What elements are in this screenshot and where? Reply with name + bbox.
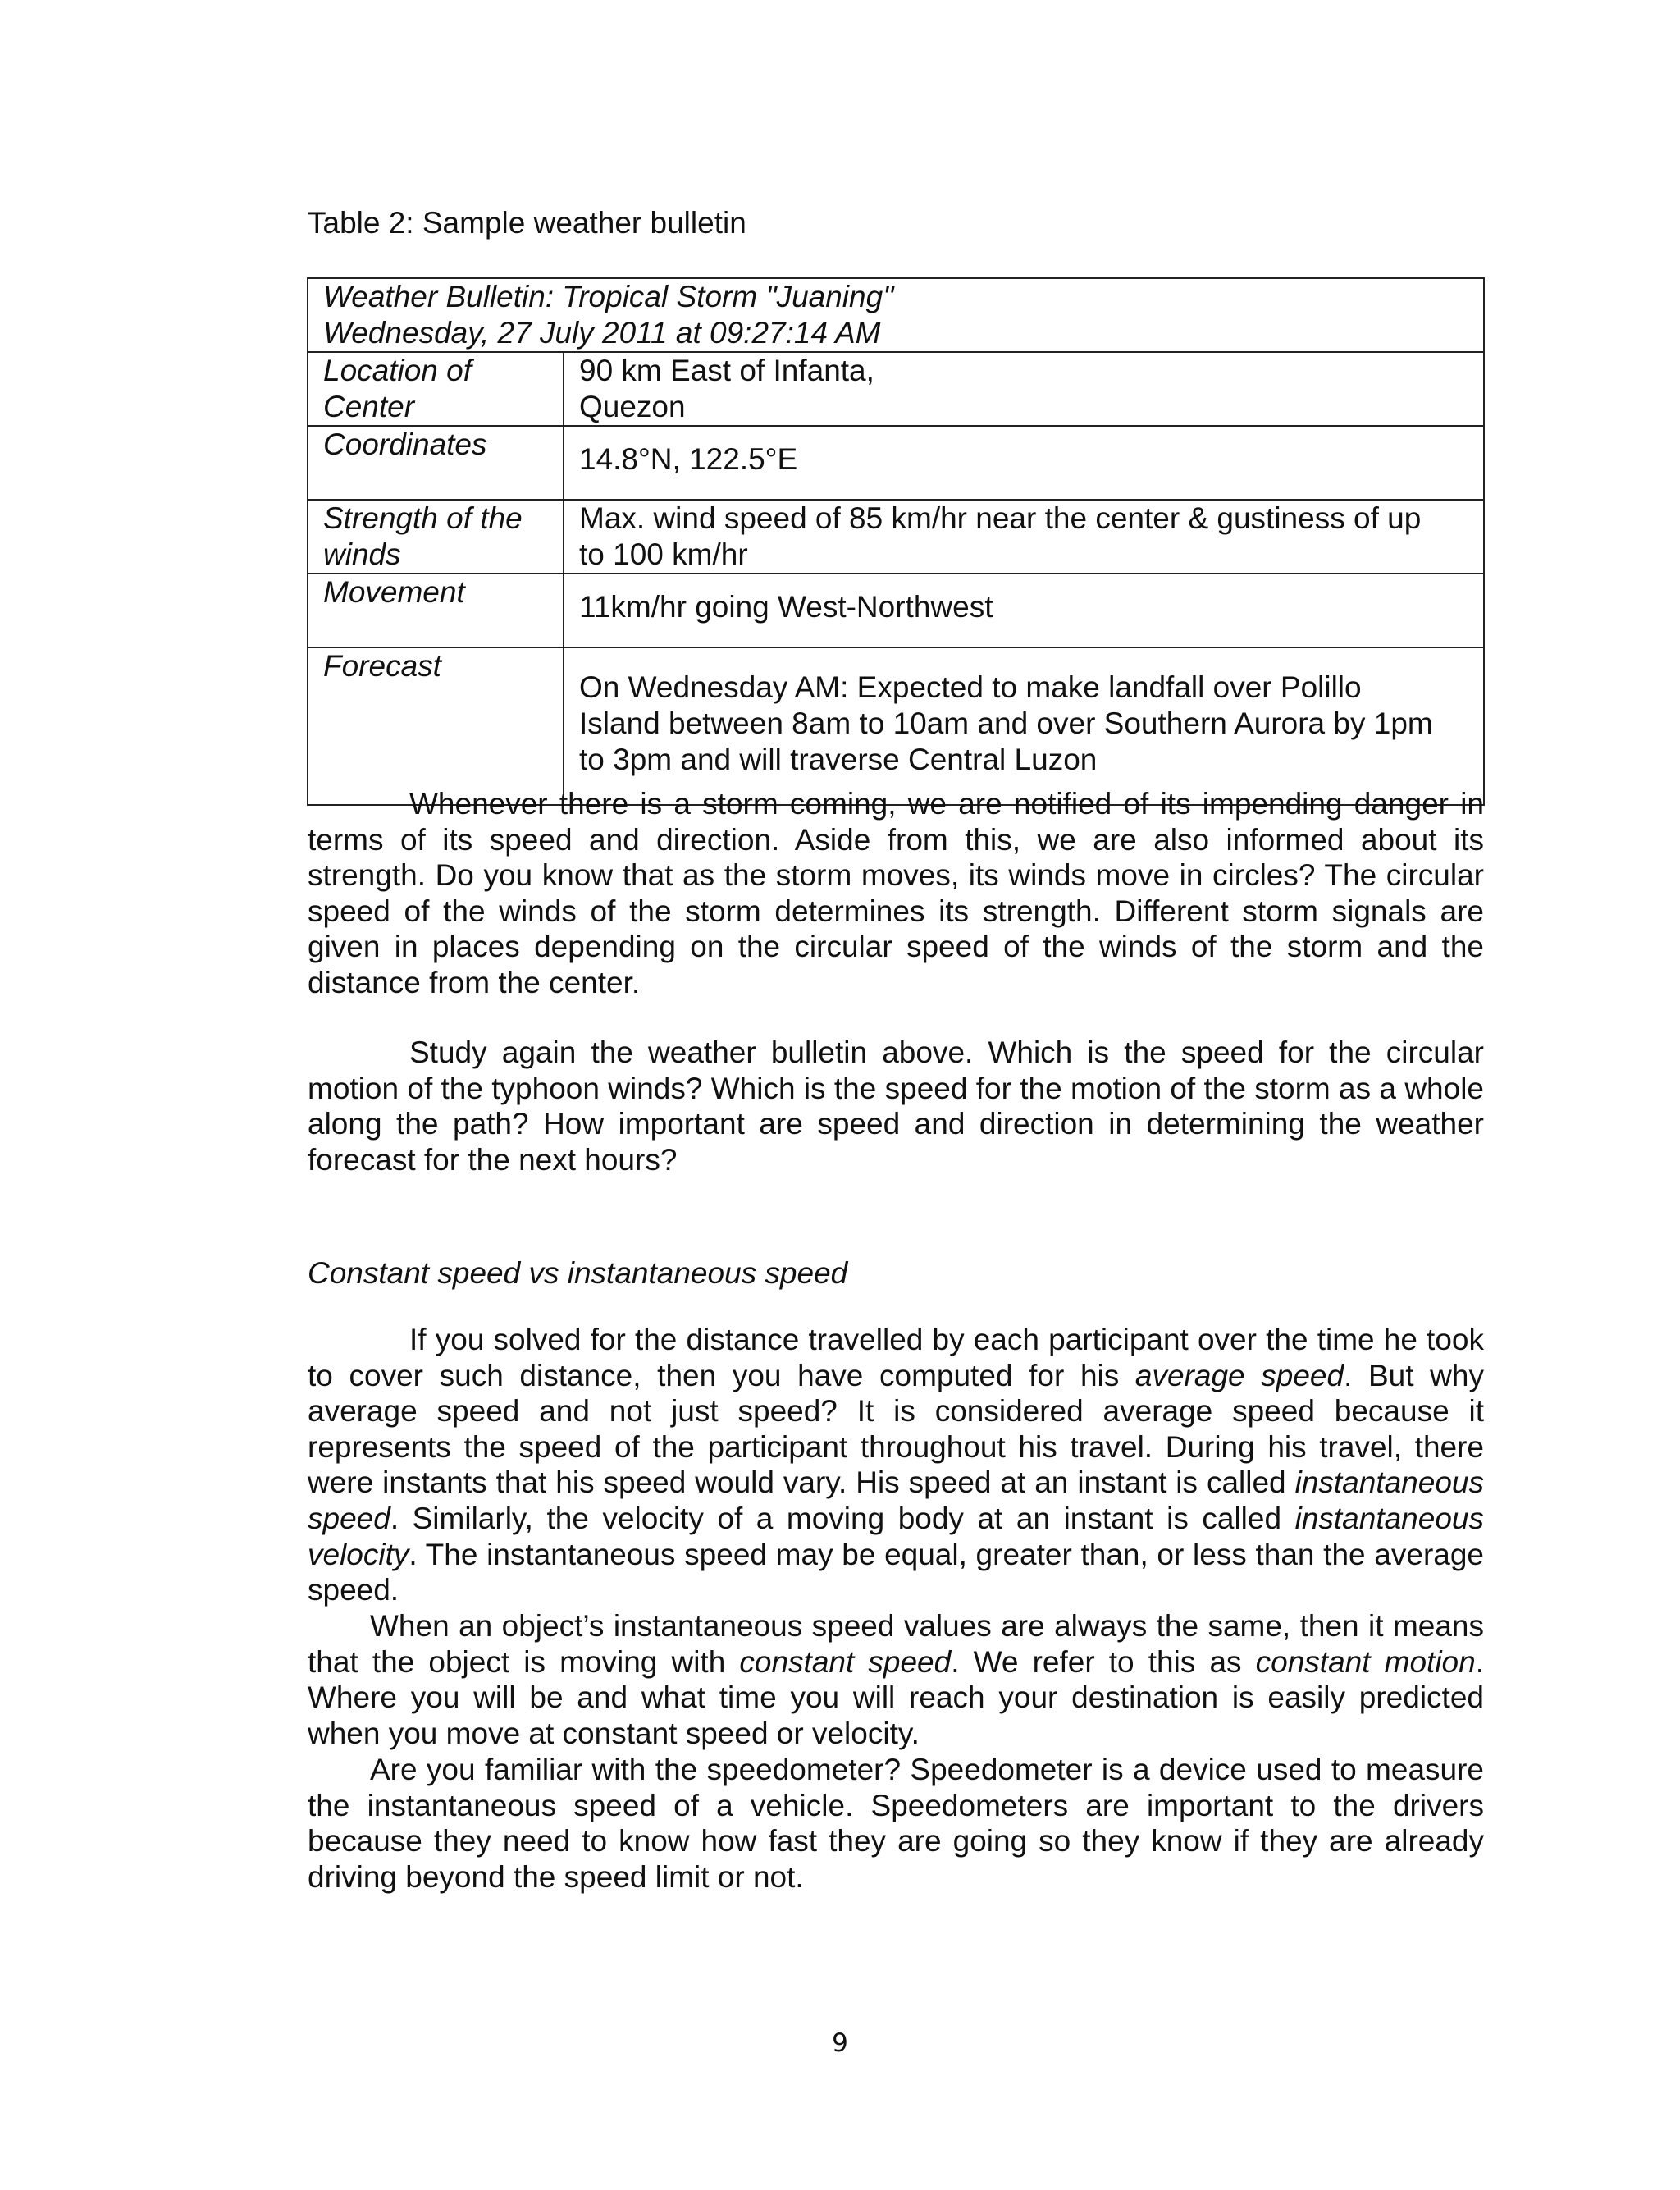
emphasis-term: average speed bbox=[1134, 1358, 1344, 1392]
text-run: . Similarly, the velocity of a moving body at an instant is called bbox=[390, 1501, 1295, 1535]
row-value bbox=[564, 647, 1484, 805]
row-value-line: Quezon bbox=[579, 390, 686, 423]
text-run: If you solved for the distance travelled by each participant over the time he took to cover such distance, then you have computed for his bbox=[308, 1323, 1484, 1392]
row-label bbox=[308, 574, 564, 647]
emphasis-term: instantaneous speed bbox=[308, 1465, 1484, 1535]
bulletin-title: Weather Bulletin: Tropical Storm "Juaning" bbox=[323, 280, 894, 313]
paragraph-study-bulletin: Study again the weather bulletin above. Which is the speed for the circular motion of the typhoon winds? Which is the speed for the motion of the storm as a whole along the path? How important are speed and direction in determining the weather forecast for the next hours? bbox=[308, 1036, 1484, 1177]
row-value bbox=[564, 574, 1484, 647]
table-header-row bbox=[308, 278, 1484, 352]
emphasis-term: instantaneous velocity bbox=[308, 1501, 1484, 1571]
row-value bbox=[564, 352, 1484, 426]
row-label bbox=[308, 352, 564, 426]
emphasis-term: constant speed bbox=[739, 1644, 952, 1679]
row-value-line: to 100 km/hr bbox=[579, 537, 748, 571]
table-row bbox=[308, 647, 1484, 805]
row-label bbox=[308, 500, 564, 574]
paragraph-constant-speed bbox=[308, 1608, 1484, 1751]
paragraph-storm-notification: Whenever there is a storm coming, we are notified of its impending danger in terms of its speed and direction. Aside from this, we are also informed about its strength. Do you know that as the storm moves, its winds move in circles? The circular speed of the winds of the storm determines its strength. Different storm signals are given in places depending on the circular speed of the winds of the storm and the distance from the center. bbox=[308, 787, 1484, 999]
text-run: When an object’s instantaneous speed values are always the same, then it means that the object is moving with bbox=[308, 1609, 1484, 1679]
table-row bbox=[308, 574, 1484, 647]
row-value bbox=[564, 500, 1484, 574]
row-label bbox=[308, 647, 564, 805]
row-value-line: 14.8°N, 122.5°E bbox=[579, 442, 798, 476]
bulletin-title-cell bbox=[308, 278, 1484, 352]
table-caption: Table 2: Sample weather bulletin bbox=[308, 206, 746, 240]
section-heading: Constant speed vs instantaneous speed bbox=[308, 1256, 848, 1290]
row-value-line: 11km/hr going West-Northwest bbox=[579, 590, 993, 624]
weather-bulletin-table bbox=[307, 277, 1485, 806]
row-value bbox=[564, 426, 1484, 500]
page-number: 9 bbox=[832, 2028, 848, 2058]
row-label-line: Coordinates bbox=[323, 427, 487, 461]
row-value-line: 90 km East of Infanta, bbox=[579, 354, 874, 387]
text-run: . Where you will be and what time you will reach your destination is easily predicted when you move at constant speed or velocity. bbox=[308, 1644, 1484, 1750]
bulletin-date: Wednesday, 27 July 2011 at 09:27:14 AM bbox=[323, 316, 881, 350]
row-value-line: On Wednesday AM: Expected to make landfall over Polillo bbox=[579, 670, 1362, 704]
text-run: . But why average speed and not just speed? It is considered average speed because it represents the speed of the participant throughout his travel. During his travel, there were instants that his speed would vary. His speed at an instant is called bbox=[308, 1358, 1484, 1500]
row-value-line: Max. wind speed of 85 km/hr near the center & gustiness of up bbox=[579, 501, 1422, 535]
table-row bbox=[308, 426, 1484, 500]
row-value-line: to 3pm and will traverse Central Luzon bbox=[579, 743, 1098, 776]
paragraph-average-speed bbox=[308, 1322, 1484, 1608]
row-label-line: winds bbox=[323, 537, 401, 571]
row-value-line: Island between 8am to 10am and over Southern Aurora by 1pm bbox=[579, 706, 1433, 740]
row-label-line: Strength of the bbox=[323, 501, 523, 535]
paragraph-speedometer: Are you familiar with the speedometer? Speedometer is a device used to measure the instantaneous speed of a vehicle. Speedometers are important to the drivers because they need to know how fast they are going so they know if they are already driving beyond the speed limit or not. bbox=[308, 1753, 1484, 1894]
row-label-line: Movement bbox=[323, 575, 465, 609]
row-label-line: Center bbox=[323, 390, 415, 423]
row-label bbox=[308, 426, 564, 500]
table-row bbox=[308, 500, 1484, 574]
row-label-line: Forecast bbox=[323, 649, 441, 683]
emphasis-term: constant motion bbox=[1255, 1644, 1476, 1679]
row-label-line: Location of bbox=[323, 354, 472, 387]
table-row bbox=[308, 352, 1484, 426]
text-run: . The instantaneous speed may be equal, greater than, or less than the average speed. bbox=[308, 1537, 1484, 1607]
text-run: . We refer to this as bbox=[951, 1644, 1256, 1679]
